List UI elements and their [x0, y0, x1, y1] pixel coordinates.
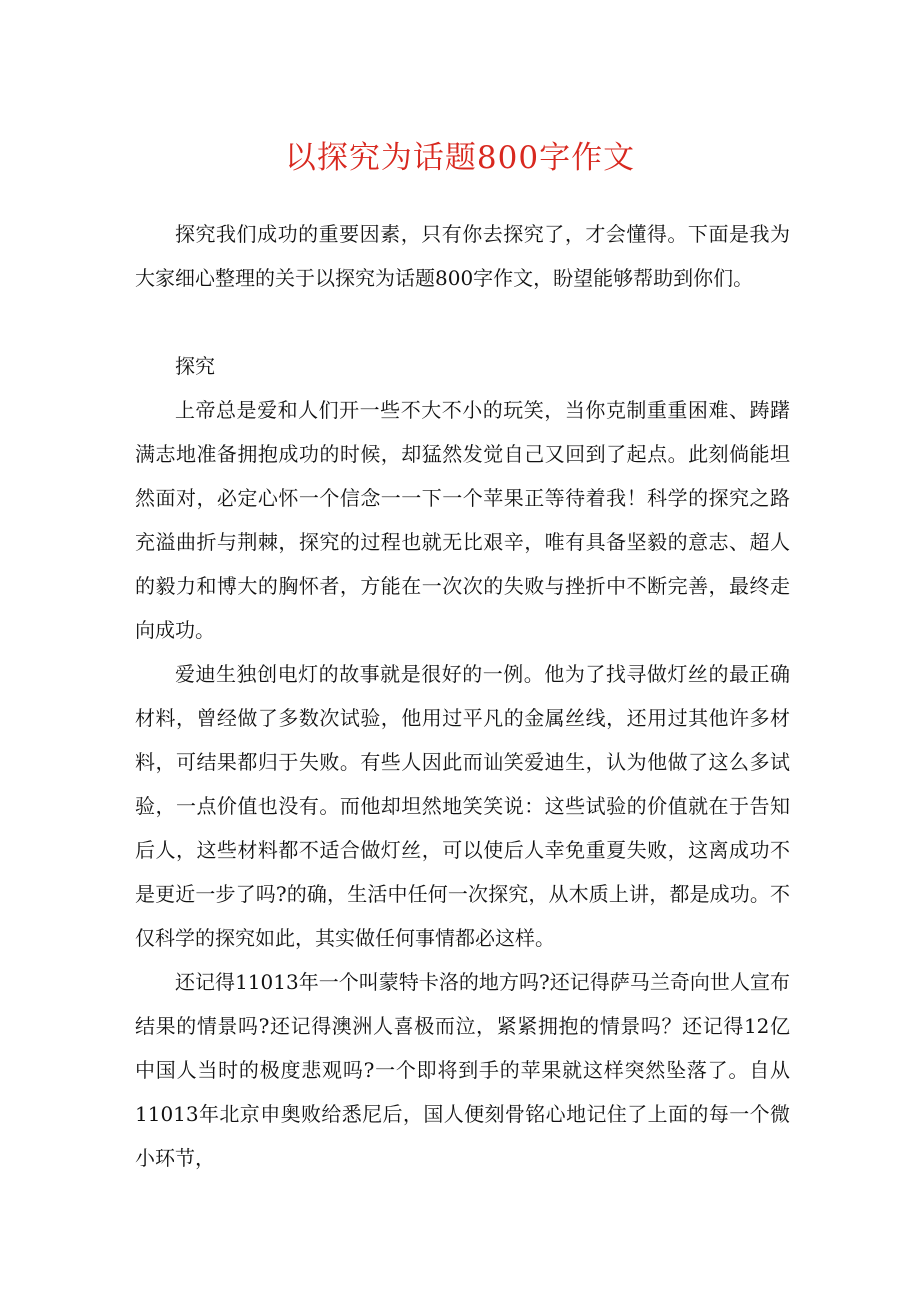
document-body	[135, 212, 790, 1180]
body-paragraph: 爱迪生独创电灯的故事就是很好的一例。他为了找寻做灯丝的最正确材料，曾经做了多数次试验，他用过平凡的金属丝线，还用过其他许多材料，可结果都归于失败。有些人因此而讪笑爱迪生，认为他做了这么多试验，一点价值也没有。而他却坦然地笑笑说：这些试验的价值就在于告知后人，这些材料都不适合做灯丝，可以使后人幸免重夏失败，这离成功不是更近一步了吗?的确，生活中任何一次探究，从木质上讲，都是成功。不仅科学的探究如此，其实做任何事情都必这样。	[135, 662, 790, 950]
document-title: 以探究为话题800字作文	[284, 140, 636, 176]
intro-paragraph: 探究我们成功的重要因素，只有你去探究了，才会懂得。下面是我为大家细心整理的关于以探究为话题800字作文，盼望能够帮助到你们。	[135, 222, 790, 290]
body-paragraph: 上帝总是爱和人们开一些不大不小的玩笑，当你克制重重困难、踌躇满志地准备拥抱成功的时候，却猛然发觉自己又回到了起点。此刻倘能坦然面对，必定心怀一个信念一一下一个苹果正等待着我！科学的探究之路充溢曲折与荆棘，探究的过程也就无比艰辛，唯有具备坚毅的意志、超人的毅力和博大的胸怀者，方能在一次次的失败与挫折中不断完善，最终走向成功。	[135, 398, 790, 642]
body-paragraph: 还记得11013年一个叫蒙特卡洛的地方吗?还记得萨马兰奇向世人宣布结果的情景吗?还记得澳洲人喜极而泣，紧紧拥抱的情景吗？还记得12亿中国人当时的极度悲观吗?一个即将到手的苹果就这样突然坠落了。自从11013年北京申奥败给悉尼后，国人便刻骨铭心地记住了上面的每一个微小环节，	[135, 970, 790, 1170]
essay-title: 探究	[175, 354, 215, 378]
